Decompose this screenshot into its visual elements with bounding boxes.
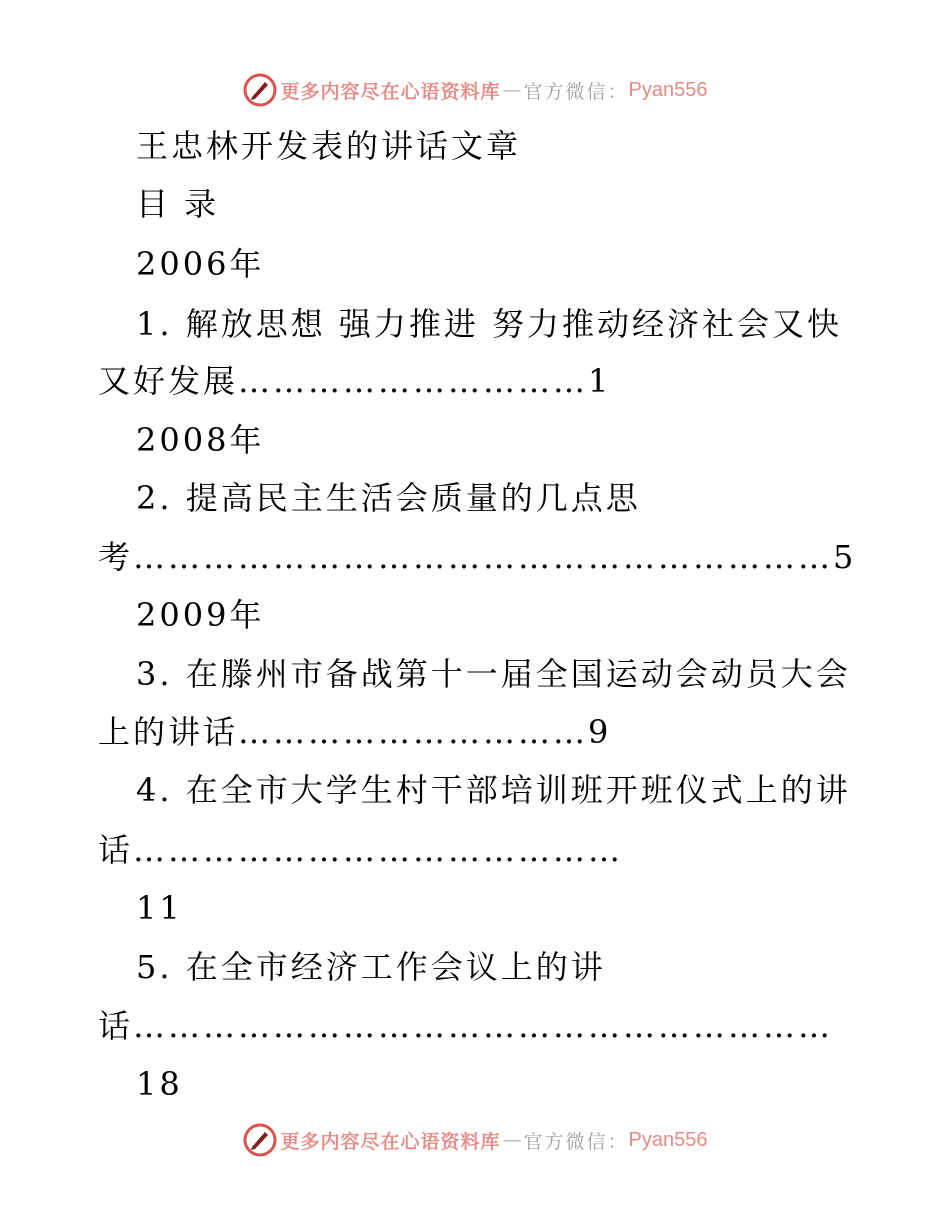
watermark-sub: 官方微信： <box>523 80 629 103</box>
watermark-id: Pyan556 <box>628 78 708 101</box>
watermark-dash: — <box>502 79 522 101</box>
toc-entry-line: 5. 在全市经济工作会议上的讲 <box>136 948 606 986</box>
toc-year: 2009年 <box>136 596 265 634</box>
toc-entry-line: 4. 在全市大学生村干部培训班开班仪式上的讲 <box>136 771 851 809</box>
toc-year: 2006年 <box>136 245 265 283</box>
toc-entry-line: 2. 提高民主生活会质量的几点思 <box>136 479 641 517</box>
watermark-sub: 官方微信： <box>523 1130 629 1153</box>
document-title: 王忠林开发表的讲话文章 <box>136 127 522 165</box>
toc-entry-line: 1. 解放思想 强力推进 努力推动经济社会又快 <box>136 305 843 343</box>
toc-entry-line: 话…………………………………… <box>98 831 624 869</box>
quill-logo-icon <box>243 1123 277 1157</box>
toc-year: 2008年 <box>136 421 265 459</box>
toc-entry-line: 3. 在滕州市备战第十一届全国运动会动员大会 <box>136 655 851 693</box>
watermark-banner-top <box>0 70 950 110</box>
watermark-text: 更多内容尽在心语资料库 <box>280 1130 501 1153</box>
toc-entry-line: 话…………………………………………………… <box>98 1007 834 1045</box>
toc-page-number: 11 <box>136 889 183 927</box>
toc-entry-line: 又好发展…………………………1 <box>98 362 612 400</box>
watermark-text: 更多内容尽在心语资料库 <box>280 80 501 103</box>
toc-entry-line: 考……………………………………………………5 <box>98 538 857 576</box>
watermark-dash: — <box>502 1129 522 1151</box>
toc-page-number: 18 <box>136 1065 183 1103</box>
toc-heading: 目 录 <box>136 185 220 223</box>
watermark-id: Pyan556 <box>628 1128 708 1151</box>
watermark-banner-bottom <box>0 1120 950 1160</box>
toc-entry-line: 上的讲话…………………………9 <box>98 713 612 751</box>
quill-logo-icon <box>243 73 277 107</box>
